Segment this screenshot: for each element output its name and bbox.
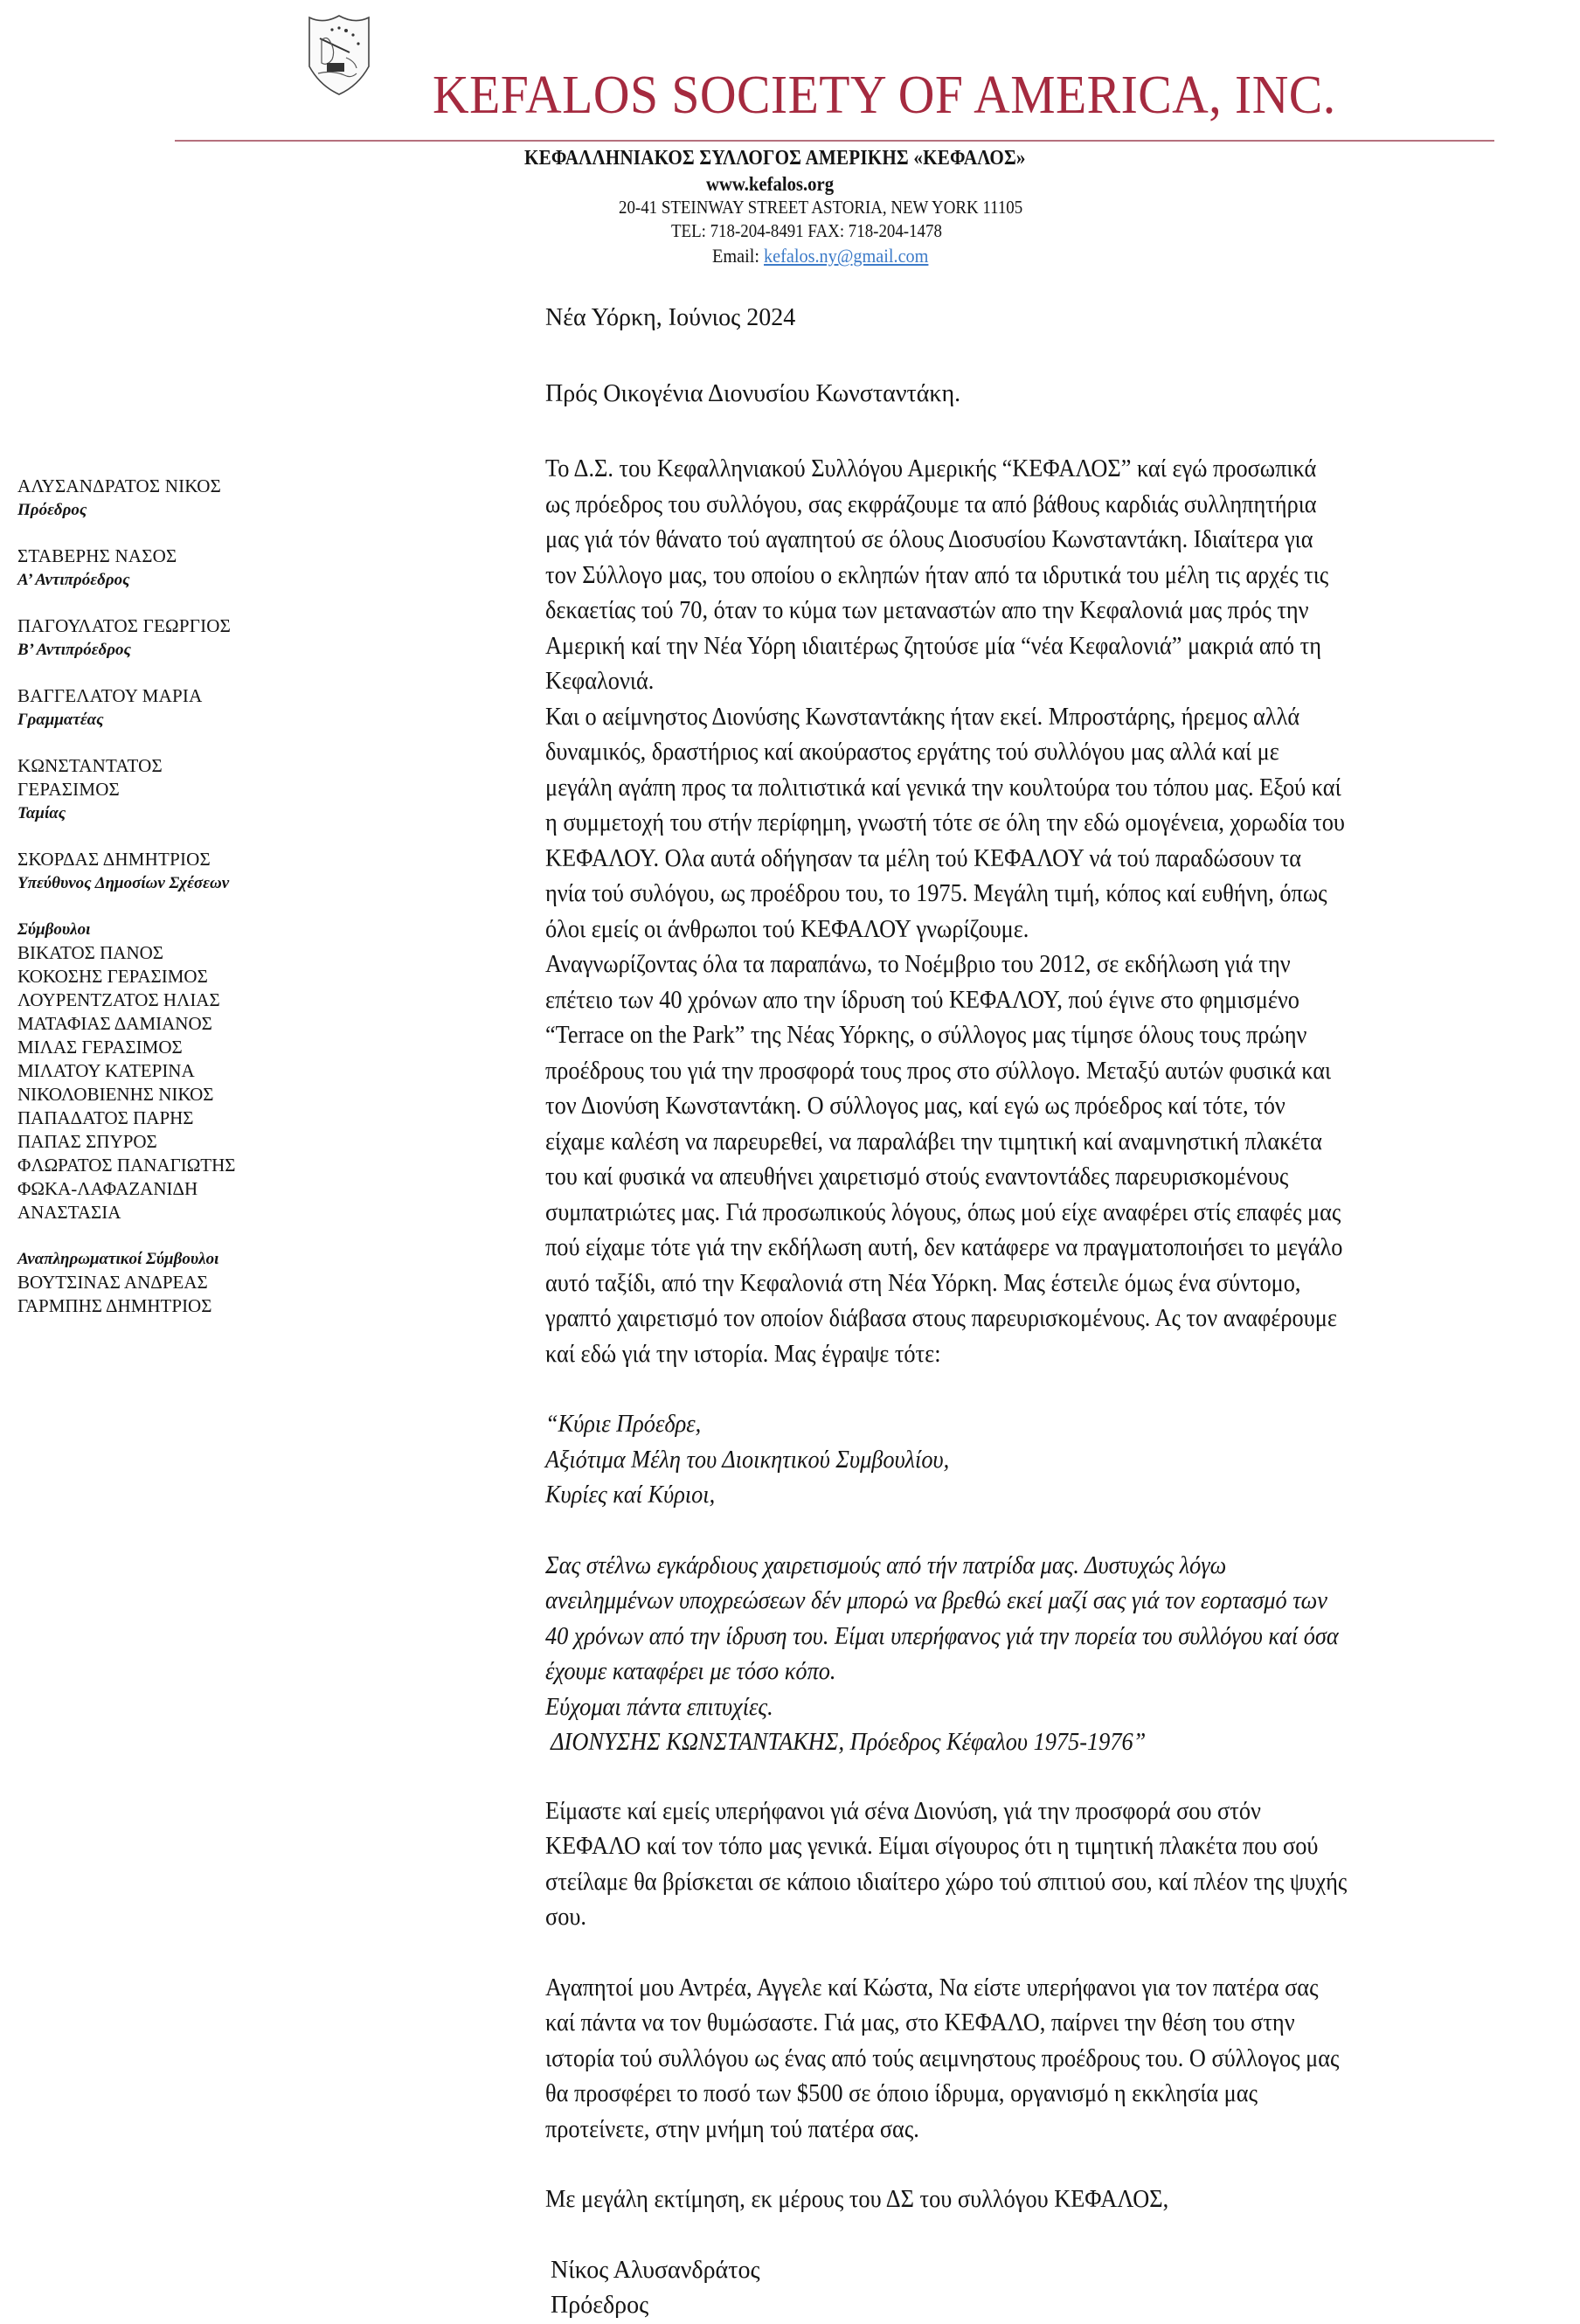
spacer bbox=[545, 1936, 1568, 1971]
signer-name: Νίκος Αλυσανδράτος bbox=[551, 2256, 760, 2284]
councillor: ΑΝΑΣΤΑΣΙΑ bbox=[17, 1202, 121, 1223]
body-line: ηνία τού συλόγου, ως προέδρου του, το 1975. Μεγάλη τιμή, κόπος καί ευθήνη, όπως bbox=[545, 880, 1327, 907]
email-line bbox=[712, 245, 928, 267]
quote-greeting-line: Κυρίες καί Κύριοι, bbox=[545, 1481, 716, 1509]
councillor: ΝΙΚΟΛΟΒΙΕΝΗΣ ΝΙΚΟΣ bbox=[17, 1084, 214, 1105]
body-line: ως πρόεδρος του συλλόγου, σας εκφράζουμε τα από βάθους καρδιάς συλληπητήρια bbox=[545, 490, 1317, 518]
spacer bbox=[17, 1224, 385, 1247]
body-line: Αγαπητοί μου Αντρέα, Αγγελε καί Κώστα, Να είστε υπερήφανοι για τον πατέρα σας bbox=[545, 1974, 1319, 2001]
email-link[interactable]: kefalos.ny@gmail.com bbox=[764, 245, 929, 267]
officer-role: Α’ Αντιπρόεδρος bbox=[17, 571, 130, 589]
signer-role: Πρόεδρος bbox=[551, 2292, 649, 2319]
body-line: είχαμε καλέση να παρευρεθεί, να παραλάβει την τιμητική καί αναμνηστική πλακέτα bbox=[545, 1127, 1322, 1155]
officer-public-relations bbox=[17, 848, 385, 895]
officer-treasurer bbox=[17, 754, 385, 825]
body-line: δυναμικός, δραστήριος καί ακούραστος εργάτης τού συλλόγου μας αλλά καί με bbox=[545, 739, 1279, 766]
body-line: αυτό ταξίδι, από την Κεφαλονιά στη Νέα Υόρκη. Μας έστειλε όμως ένα σύντομο, bbox=[545, 1269, 1301, 1297]
quote-body-line: Σας στέλνω εγκάρδιους χαιρετισμούς από τήν πατρίδα μας. Δυστυχώς λόγω bbox=[545, 1551, 1227, 1579]
officer-role: Υπεύθυνος Δημοσίων Σχέσεων bbox=[17, 874, 230, 892]
quote-signature-line: ΔΙΟΝΥΣΗΣ ΚΩΝΣΤΑΝΤΑΚΗΣ, Πρόεδρος Κέφαλου 1975-1976” bbox=[545, 1729, 1147, 1756]
body-line: Το Δ.Σ. του Κεφαλληνιακού Συλλόγου Αμερικής “ΚΕΦΑΛΟΣ” καί εγώ προσωπικά bbox=[545, 455, 1317, 482]
councillors-heading: Σύμβουλοι bbox=[17, 920, 91, 939]
body-line: καί πάντα να τον θυμώσαστε. Γιά μας, στο ΚΕΦΑΛΟ, παίρνει την θέση του στην bbox=[545, 2009, 1295, 2036]
body-line: γραπτό χαιρετισμό τον οποίον διάβασα στους παρευρισκομένους. Ας τον αναφέρουμε bbox=[545, 1305, 1337, 1332]
councillor: ΦΛΩΡΑΤΟΣ ΠΑΝΑΓΙΩΤΗΣ bbox=[17, 1155, 236, 1176]
address: 20-41 STEINWAY STREET ASTORIA, NEW YORK 11105 bbox=[619, 197, 1023, 218]
councillor: ΜΙΛΑΣ ΓΕΡΑΣΙΜΟΣ bbox=[17, 1037, 183, 1058]
body-line: “Terrace on the Park” της Νέας Υόρκης, ο σύλλογος μας τίμησε όλους τους πρώην bbox=[545, 1022, 1307, 1049]
officer-name: ΠΑΓΟΥΛΑΤΟΣ ΓΕΩΡΓΙΟΣ bbox=[17, 615, 232, 636]
officer-president bbox=[17, 475, 385, 522]
councillor: ΜΑΤΑΦΙΑΣ ΔΑΜΙΑΝΟΣ bbox=[17, 1013, 212, 1034]
body-line: συμπατριώτες μας. Γιά προσωπικούς λόγους, όπως μού είχε αναφέρει στίς επαφές μας bbox=[545, 1198, 1341, 1226]
body-line: Κεφαλονιά. bbox=[545, 668, 655, 695]
quote-body-line: Εύχομαι πάντα επιτυχίες. bbox=[545, 1693, 773, 1721]
councillor: ΜΙΛΑΤΟΥ ΚΑΤΕΡΙΝΑ bbox=[17, 1060, 195, 1081]
website-link[interactable]: www.kefalos.org bbox=[706, 173, 835, 195]
councillor: ΚΟΚΟΣΗΣ ΓΕΡΑΣΙΜΟΣ bbox=[17, 966, 208, 987]
body-line: προτείνετε, στην μνήμη τού πατέρα σας. bbox=[545, 2115, 919, 2143]
body-line: σου. bbox=[545, 1904, 586, 1931]
org-name-title: KEFALOS SOCIETY OF AMERICA, INC. bbox=[433, 66, 1336, 125]
officer-name: ΑΛΥΣΑΝΔΡΑΤΟΣ ΝΙΚΟΣ bbox=[17, 475, 222, 496]
body-line: του καί φυσικά να απευθήνει χαιρετισμό στούς εναντοντάδες παρευρισκομένους bbox=[545, 1163, 1289, 1190]
body-line: πού είχαμε τότε γιά την εκδήλωση αυτή, δεν κατάφερε να πραγματοποιήσει το μεγάλο bbox=[545, 1234, 1343, 1261]
family-paragraph bbox=[545, 1971, 1568, 2148]
councillor: ΦΩΚΑ-ΛΑΦΑΖΑΝΙΔΗ bbox=[17, 1178, 198, 1199]
officer-name: ΣΤΑΒΕΡΗΣ ΝΑΣΟΣ bbox=[17, 545, 177, 566]
body-line: προέδρους του γιά την προσφορά τους προς στο σύλλογο. Μεταξύ αυτών φυσικά και bbox=[545, 1057, 1332, 1085]
alternates-heading: Αναπληρωματικοί Σύμβουλοι bbox=[17, 1250, 219, 1268]
quote-body-line: ανειλημμένων υποχρεώσεων δέν μπορώ να βρεθώ εκεί μαζί σας γιά τον εορτασμό των bbox=[545, 1587, 1327, 1614]
officer-name: ΒΑΓΓΕΛΑΤΟΥ ΜΑΡΙΑ bbox=[17, 685, 203, 706]
body-line: επέτειο των 40 χρόνων απο την ίδρυση τού ΚΕΦΑΛΟΥ, πού έγινε στο φημισμένο bbox=[545, 986, 1299, 1014]
officer-secretary bbox=[17, 684, 385, 732]
body-line: ΚΕΦΑΛΟ καί τον τόπο μας γενικά. Είμαι σίγουρος ότι η τιμητική πλακέτα που σού bbox=[545, 1833, 1319, 1860]
main-paragraph bbox=[545, 452, 1568, 1372]
body-line: ΚΕΦΑΛΟΥ. Ολα αυτά οδήγησαν τα μέλη τού ΚΕΦΑΛΟΥ νά τού παραδώσουν τα bbox=[545, 844, 1302, 872]
officer-name: ΣΚΟΡΔΑΣ ΔΗΜΗΤΡΙΟΣ bbox=[17, 849, 211, 870]
councillor: ΛΟΥΡΕΝΤΖΑΤΟΣ ΗΛΙΑΣ bbox=[17, 989, 220, 1010]
quoted-message bbox=[545, 1407, 1568, 1761]
officer-role: Ταμίας bbox=[17, 804, 66, 822]
body-line: τον Σύλλογο μας, του οποίου ο εκληπών ήταν από τα ιδρυτικά του μέλη τις αρχές τις bbox=[545, 561, 1329, 589]
body-line: μας γιά τόν θάνατο τού αγαπητού σε όλους Διοσυσίου Κωνσταντάκη. Ιδιαίτερα για bbox=[545, 526, 1313, 553]
letter-date: Νέα Υόρκη, Ιούνιος 2024 bbox=[545, 304, 796, 331]
body-line: ιστορία τού συλλόγου ως ένας από τούς αειμνηστους προέδρους του. Ο σύλλογος μας bbox=[545, 2044, 1340, 2072]
tel-fax: TEL: 718-204-8491 FAX: 718-204-1478 bbox=[671, 220, 942, 241]
crest-shield-icon bbox=[306, 12, 372, 96]
officer-role: Πρόεδρος bbox=[17, 501, 87, 519]
officer-role: Γραμματέας bbox=[17, 711, 104, 729]
body-line: τον Διονύση Κωνσταντάκη. Ο σύλλογος μας, καί εγώ ως πρόεδρος καί τότε, τόν bbox=[545, 1093, 1285, 1120]
org-name-greek: ΚΕΦΑΛΛΗΝΙΑΚΟΣ ΣΥΛΛΟΓΟΣ ΑΜΕΡΙΚΗΣ «ΚΕΦΑΛΟΣ» bbox=[524, 147, 1026, 170]
body-line: μεγάλη αγάπη προς τα πολιτιστικά καί γενικά την κουλτούρα του τόπου μας. Εξού καί bbox=[545, 774, 1341, 801]
officer-name: ΚΩΝΣΤΑΝΤΑΤΟΣ bbox=[17, 755, 163, 776]
body-line: Είμαστε καί εμείς υπερήφανοι γιά σένα Διονύση, γιά την προσφορά σου στόν bbox=[545, 1797, 1261, 1825]
alternate-councillor: ΓΑΡΜΠΗΣ ΔΗΜΗΤΡΙΟΣ bbox=[17, 1295, 212, 1316]
body-line: Αμερική καί την Νέα Υόρη ιδιαιτέρως ζητούσε μία “νέα Κεφαλονιά” μακριά από τη bbox=[545, 632, 1321, 660]
body-line: δεκαετίας τού 70, όταν το κύμα των μεταναστών απο την Κεφαλονιά μας πρός την bbox=[545, 597, 1309, 624]
officer-name-line2: ΓΕΡΑΣΙΜΟΣ bbox=[17, 779, 120, 800]
pride-paragraph bbox=[545, 1794, 1568, 1936]
letter-body bbox=[545, 301, 1568, 2324]
quote-greeting-line: Αξιότιμα Μέλη του Διοικητικού Συμβουλίου, bbox=[545, 1446, 950, 1474]
body-line: όλοι εμείς οι άνθρωποι τού ΚΕΦΑΛΟΥ γνωρίζουμε. bbox=[545, 915, 1029, 943]
councillor: ΠΑΠΑΣ ΣΠΥΡΟΣ bbox=[17, 1131, 157, 1152]
councillor: ΠΑΠΑΔΑΤΟΣ ΠΑΡΗΣ bbox=[17, 1107, 194, 1128]
quote-greeting-line: “Κύριε Πρόεδρε, bbox=[545, 1411, 702, 1438]
header-divider bbox=[175, 140, 1494, 142]
email-label: Email: bbox=[712, 245, 765, 267]
officer-vp-b bbox=[17, 614, 385, 662]
letter-salutation: Πρός Οικογένια Διονυσίου Κωνσταντάκη. bbox=[545, 379, 961, 407]
body-line: η συμμετοχή του στήν περίφημη, γνωστή τότε σε όλη την εδώ ομογένεια, χορωδία του bbox=[545, 809, 1345, 836]
closing-line bbox=[545, 2182, 1568, 2218]
councillor: ΒΙΚΑΤΟΣ ΠΑΝΟΣ bbox=[17, 942, 163, 963]
board-sidebar bbox=[17, 475, 385, 1318]
quote-body-line: 40 χρόνων από την ίδρυση του. Είμαι υπερήφανος γιά την πορεία του συλλόγου καί όσα bbox=[545, 1622, 1339, 1650]
officer-vp-a bbox=[17, 545, 385, 592]
closing-text: Με μεγάλη εκτίμηση, εκ μέρους του ΔΣ του συλλόγου ΚΕΦΑΛΟΣ, bbox=[545, 2186, 1169, 2213]
officer-role: Β’ Αντιπρόεδρος bbox=[17, 641, 131, 659]
body-line: θα προσφέρει το ποσό των $500 σε όποιο ίδρυμα, οργανισμό η εκκλησία μας bbox=[545, 2080, 1258, 2107]
body-line: καί εδώ γιά την ιστορία. Μας έγραψε τότε: bbox=[545, 1340, 941, 1368]
quote-body-line: έχουμε καταφέρει με τόσο κόπο. bbox=[545, 1658, 836, 1685]
body-line: Αναγνωρίζοντας όλα τα παραπάνω, το Νοέμβριο του 2012, σε εκδήλωση γιά την bbox=[545, 951, 1291, 978]
body-line: στείλαμε θα βρίσκεται σε κάποιο ιδιαίτερο χώρο τού σπιτιού σου, καί πλέον της ψυχής bbox=[545, 1868, 1348, 1896]
alternate-councillor: ΒΟΥΤΣΙΝΑΣ ΑΝΔΡΕΑΣ bbox=[17, 1272, 208, 1293]
body-line: Και ο αείμνηστος Διονύσης Κωνσταντάκης ήταν εκεί. Μπροστάρης, ήρεμος αλλά bbox=[545, 703, 1300, 731]
spacer bbox=[545, 1514, 1568, 1549]
